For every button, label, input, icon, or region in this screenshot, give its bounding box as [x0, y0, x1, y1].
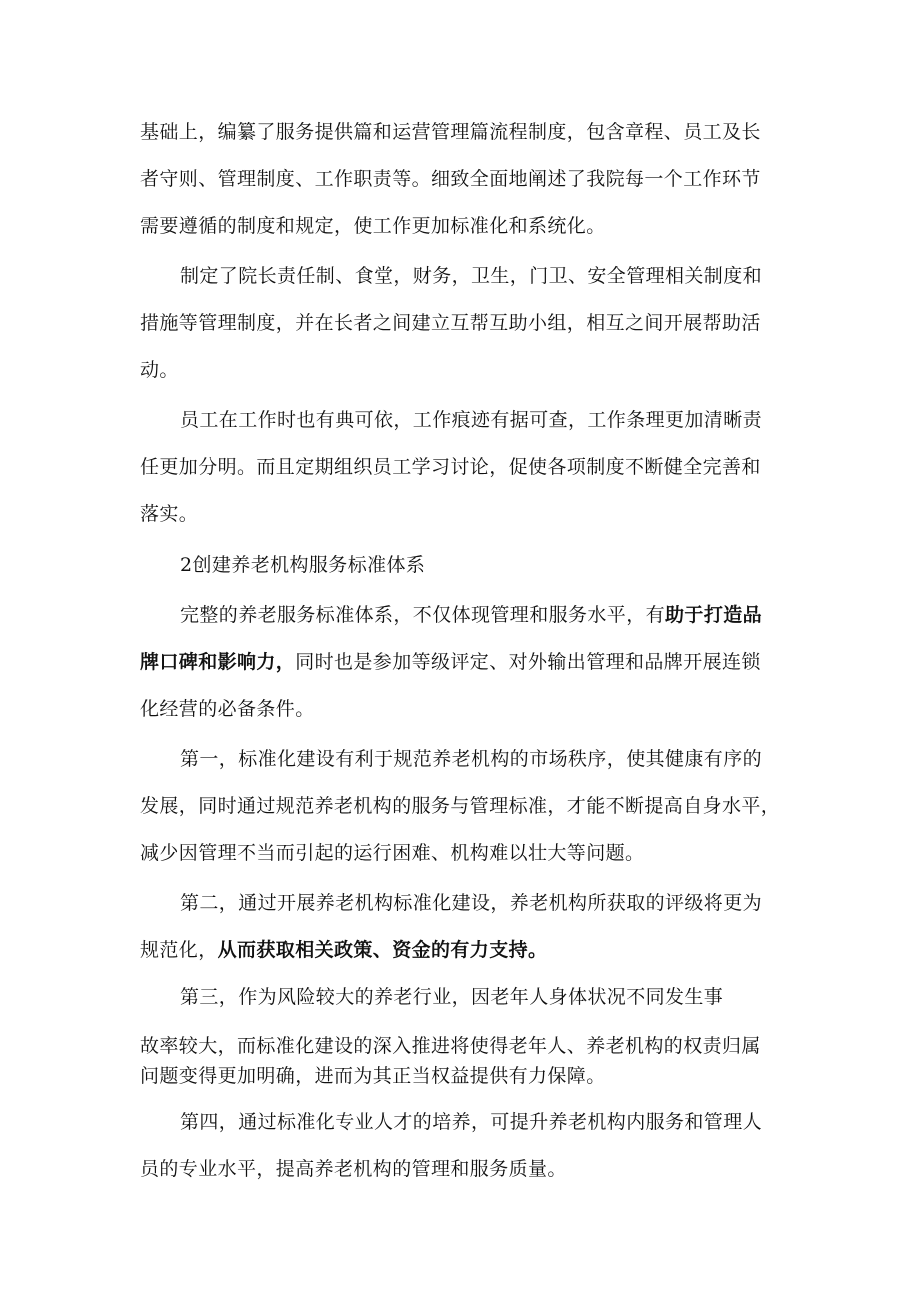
body-line	[140, 1064, 800, 1088]
bold-text-segment: 从而获取相关政策、资金的有力支持。	[217, 939, 548, 961]
body-line	[140, 1157, 800, 1181]
body-line	[140, 841, 800, 865]
bold-text-segment: 助于打造品	[665, 604, 763, 626]
body-line	[140, 311, 800, 335]
text-segment: 措施等管理制度，并在长者之间建立互帮互助小组，相互之间开展帮助活	[140, 312, 761, 334]
body-line	[140, 120, 800, 144]
text-segment: 第四，通过标准化专业人才的培养，可提升养老机构内服务和管理人	[180, 1111, 763, 1133]
body-line	[140, 455, 800, 479]
text-segment: 员工在工作时也有典可依，工作痕迹有据可查，工作条理更加清晰责	[180, 409, 763, 431]
text-segment: 完整的养老服务标准体系，不仅体现管理和服务水平，有	[180, 604, 666, 626]
text-segment: 基础上，编纂了服务提供篇和运营管理篇流程制度，包含章程、员工及长	[140, 121, 761, 143]
section-heading	[180, 553, 800, 577]
section-heading-text: 2创建养老机构服务标准体系	[180, 554, 426, 576]
text-segment: 动。	[140, 359, 179, 381]
body-line	[140, 697, 800, 721]
body-line	[140, 1034, 800, 1058]
text-segment: 员的专业水平，提高养老机构的管理和服务质量。	[140, 1158, 567, 1180]
text-segment: 规范化，	[140, 939, 218, 961]
body-line	[140, 794, 800, 818]
text-segment: 者守则、管理制度、工作职责等。细致全面地阐述了我院每一个工作环节	[140, 168, 761, 190]
text-segment: 第一，标准化建设有利于规范养老机构的市场秩序，使其健康有序的	[180, 748, 763, 770]
text-segment: 第二，通过开展养老机构标准化建设，养老机构所获取的评级将更为	[180, 892, 763, 914]
text-segment: 制定了院长责任制、食堂，财务，卫生，门卫、安全管理相关制度和	[180, 265, 763, 287]
body-line	[140, 214, 800, 238]
text-segment: 同时也是参加等级评定、对外输出管理和品牌开展连锁	[295, 651, 761, 673]
paragraph-first-line	[180, 747, 800, 771]
text-segment: 任更加分明。而且定期组织员工学习讨论，促使各项制度不断健全完善和	[140, 456, 761, 478]
text-segment: 化经营的必备条件。	[140, 698, 315, 720]
bold-text-segment: 牌口碑和影响力，	[140, 651, 296, 673]
body-line	[140, 167, 800, 191]
body-line	[140, 358, 800, 382]
text-segment: 问题变得更加明确，进而为其正当权益提供有力保障。	[140, 1065, 606, 1087]
text-segment: 落实。	[140, 503, 199, 525]
paragraph-first-line	[180, 264, 800, 288]
body-line	[140, 938, 800, 962]
text-segment: 故率较大，而标准化建设的深入推进将使得老年人、养老机构的权责归属	[140, 1035, 761, 1057]
body-line	[140, 650, 800, 674]
text-segment: 第三，作为风险较大的养老行业，因老年人身体状况不同发生事	[180, 986, 724, 1008]
paragraph-first-line	[180, 408, 800, 432]
paragraph-first-line	[180, 1110, 800, 1134]
body-line	[140, 502, 800, 526]
paragraph-first-line	[180, 985, 800, 1009]
text-segment: 减少因管理不当而引起的运行困难、机构难以壮大等问题。	[140, 842, 645, 864]
paragraph-first-line	[180, 891, 800, 915]
text-segment: 发展，同时通过规范养老机构的服务与管理标准，才能不断提高自身水平，	[140, 795, 781, 817]
paragraph-first-line	[180, 603, 800, 627]
text-segment: 需要遵循的制度和规定，使工作更加标准化和系统化。	[140, 215, 606, 237]
